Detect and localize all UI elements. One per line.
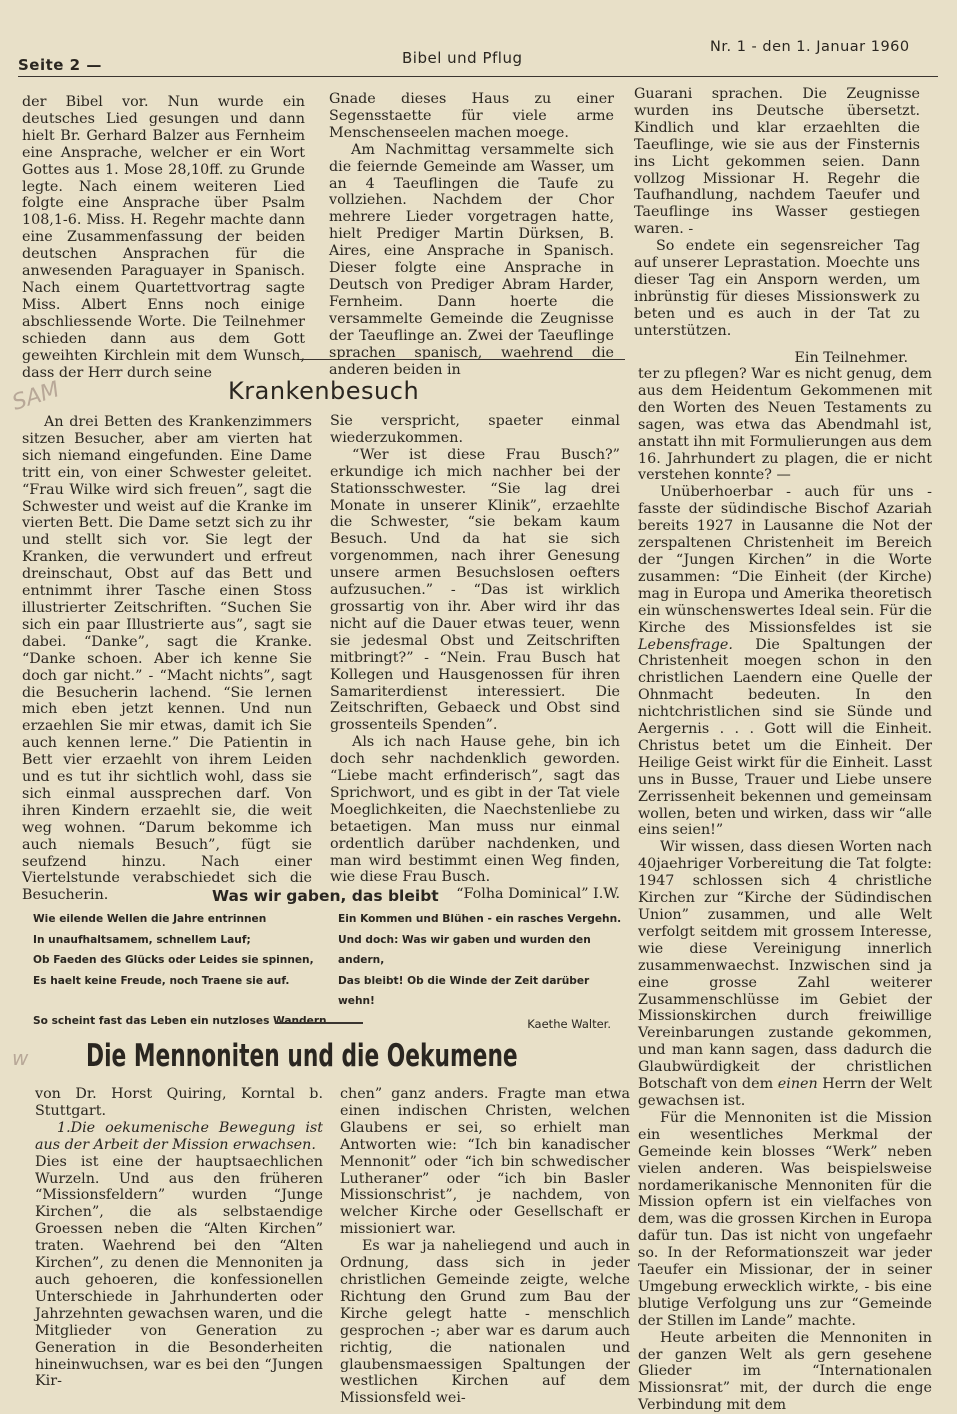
poem-line: Und doch: Was wir gaben und wurden den andern, (338, 933, 591, 966)
header-rule (18, 76, 938, 77)
paragraph: chen” ganz anders. Fragte man etwa einen indischen Christen, welchen Glaubens er sei, so erhielt man Antworten wie: “Ich bin kanadischer Mennonit” oder “ich bin schwedischer Lutheraner” oder “ich bin Basler Missionschrist”, je nachdem, von welcher Kirche oder Gesellschaft er missioniert war. (340, 1086, 630, 1238)
kranken-column-2 (330, 413, 620, 903)
pencil-mark: SAM (9, 377, 63, 416)
paragraph: An drei Betten des Krankenzimmers sitzen Besucher, aber am vierten hat sich niemand eingefunden. Eine Dame tritt ein, von einer Schwester geleitet. “Frau Wilke wird sich freuen”, sagt die Schwester und weist auf die Kranke im vierten Bett. Die Dame setzt sich zu ihr und stellt sich vor. Sie legt der Kranken, die verwundert und erfreut dreinschaut, Obst auf das Bett und entnimmt ihrer Tasche einen Stoss illustrierter Zeitschriften. “Suchen Sie sich ein paar Illustrierte aus”, sagt sie dabei. “Danke”, sagt die Kranke. “Danke schoen. Aber ich kenne Sie doch gar nicht.” - “Macht nichts”, sagt die Besucherin lachend. “Sie lernen mich eben jetzt kennen. Und nun erzaehlen Sie mir etwas, damit ich Sie auch kennen lerne.” Die Patientin in Bett vier erzaehlt von ihrem Leiden und es tut ihr sichtlich wohl, dass sie sich einmal aussprechen darf. Von ihren Kindern erzaehlt sie, die weit weg wohnen. “Darum bekomme ich auch niemals Besuch”, fügt sie seufzend hinzu. Nach einer Viertelstunde verabschiedet sich die Besucherin. (22, 414, 312, 904)
paragraph: der Bibel vor. Nun wurde ein deutsches Lied gesungen und dann hielt Br. Gerhard Balzer aus Fernheim eine Ansprache, welcher er ein Wort Gottes aus 1. Mose 28,10ff. zu Grunde legte. Nach einem weiteren Lied folgte eine Ansprache über Psalm 108,1-6. Miss. H. Regehr machte dann eine Zusammenfassung der beiden deutschen Ansprachen für die anwesenden Paraguayer in Spanisch. Nach einem Quartettvortrag sagte Miss. Albert Enns noch einige abschliessende Worte. Die Teilnehmer schieden dann aus dem Gott geweihten Kirchlein mit dem Wunsch, dass der Herr durch seine (22, 94, 305, 381)
paragraph: Gnade dieses Haus zu einer Segensstaette für viele arme Menschenseelen machen moege. (329, 91, 614, 141)
kranken-column-1 (22, 414, 312, 904)
article-title: Krankenbesuch (228, 377, 420, 405)
paragraph: Guarani sprachen. Die Zeugnisse wurden ins Deutsche übersetzt. Kindlich und klar erzaehlten die Taeuflinge, wie sie aus der Finsternis ins Licht gekommen seien. Dann vollzog Missionar H. Regehr die Taufhandlung, nachdem Taeufer und Taeuflinge ins Wasser gestiegen waren. - (634, 86, 920, 238)
section-rule (275, 1022, 363, 1024)
poem-line: Ob Faeden des Glücks oder Leides sie spinnen, (33, 954, 314, 966)
paragraph: Sie verspricht, spaeter einmal wiederzukommen. (330, 413, 620, 446)
poem-right (338, 909, 625, 1034)
newspaper-title: Bibel und Pflug (402, 49, 523, 67)
poem-line: Ein Kommen und Blühen - ein rasches Vergehn. (338, 913, 622, 925)
pencil-mark: w (12, 1046, 29, 1070)
poem-line: Es haelt keine Freude, noch Traene sie auf. (33, 974, 290, 987)
paragraph: Heute arbeiten die Mennoniten in der ganzen Welt als gern gesehene Glieder im “Internationalen Missionsrat” mit, der durch die enge Verbindung mit dem (638, 1329, 932, 1414)
right-column (638, 366, 932, 1414)
page-number: Seite 2 — (18, 56, 102, 74)
paragraph: Für die Mennoniten ist die Mission ein wesentliches Merkmal der Gemeinde kein blosses “Werk” neben vielen anderen. Was beispielsweise nordamerikanische Mennoniten für die Mission opfern ist ein vielfaches von dem, was die grossen Kirchen in Europa dafür tun. Das ist nicht von ungefaehr so. In der Reformationszeit war jeder Taeufer ein Missionar, der in seiner Umgebung erwecklich wirkte, - bis eine blutige Verfolgung uns zur “Gemeinde der Stillen im Lande” machte. (638, 1109, 932, 1329)
byline: von Dr. Horst Quiring, Korntal b. Stuttgart. (35, 1086, 323, 1119)
paragraph: So endete ein segensreicher Tag auf unserer Leprastation. Moechte uns dieser Tag ein Ansporn werden, um inbrünstig für dieses Missionswerk zu beten und es auch in der Tat zu unterstützen. (634, 238, 920, 339)
paragraph: ter zu pflegen? War es nicht genug, dem aus dem Heidentum Gekommenen mit den Worten des Neuen Testaments zu sagen, was etwa das Abendmahl ist, anstatt ihn mit Formulierungen aus dem 16. Jahrhundert zu plagen, die er nicht verstehen konnte? — (638, 366, 932, 484)
top-column-3 (634, 86, 920, 367)
poem-line: In unaufhaltsamem, schnellem Lauf; (33, 933, 251, 946)
paragraph: Es war ja naheliegend und auch in Ordnung, dass sich in jeder christlichen Gemeinde zeigte, welche Richtung den Grund zum Bau der Kirche gelegt hatte - menschlich gesprochen -; aber war es darum auch richtig, die nationalen und glaubensmaessigen Spaltungen der westlichen Kirchen auf dem Missionsfeld wei- (340, 1238, 630, 1407)
poem-line: So scheint fast das Leben ein nutzloses Wandern (33, 1015, 327, 1027)
paragraph: Am Nachmittag versammelte sich die feiernde Gemeinde am Wasser, um an 4 Taeuflingen die Taufe zu vollziehen. Nachdem der Chor mehrere Lieder vorgetragen hatte, hielt Prediger Martin Dürksen, B. Aires, eine Ansprache in Spanisch. Dieser folgte eine Ansprache in Deutsch von Prediger Abram Harder, Fernheim. Dann hoerte die versammelte Gemeinde die Zeugnisse der Taeuflinge an. Zwei der Taeuflinge sprachen spanisch, waehrend die anderen beiden in (329, 141, 614, 378)
section-rule (300, 359, 625, 360)
paragraph: 1.Die oekumenische Bewegung ist aus der Arbeit der Mission erwachsen. (35, 1119, 323, 1153)
oekumene-column-2 (340, 1086, 630, 1407)
poem-line: Wie eilende Wellen die Jahre entrinnen (33, 913, 267, 925)
poem-title: Was wir gaben, das bleibt (212, 887, 439, 905)
paragraph: Als ich nach Hause gehe, bin ich doch sehr nachdenklich geworden. “Liebe macht erfinderisch”, sagt das Sprichwort, und es gibt in der Tat viele Moeglichkeiten, die Naechstenliebe zu betaetigen. Man muss nur einmal ordentlich darüber nachdenken, und man wird bestimmt einen Weg finden, wie diese Frau Busch. (330, 734, 620, 886)
signature: Ein Teilnehmer. (794, 349, 908, 366)
poem-left (33, 909, 333, 1032)
source-credit: “Folha Dominical” I.W. (456, 886, 620, 903)
paragraph: Wir wissen, dass diesen Worten nach 40jaehriger Vorbereitung die Tat folgte: 1947 schlossen sich 4 christliche Kirchen zur “Kirche der Südindischen Union” zusammen, und alle Welt verfolgt seitdem mit grossem Interesse, wie diese Vereinigung innerlich zusammenwaechst. Inzwischen sind ja eine grosse Zahl weiterer Zusammenschlüsse im Gebiet der Missionskirchen durch freiwillige Vereinbarungen zustande gekommen, und man kann sagen, dass dadurch die Glaubwürdigkeit der christlichen Botschaft von dem einen Herrn der Welt gewachsen ist. (638, 839, 932, 1109)
issue-date: Nr. 1 - den 1. Januar 1960 (710, 39, 910, 55)
top-column-2 (329, 91, 614, 378)
paragraph: “Wer ist diese Frau Busch?” erkundige ich mich nachher bei der Stationsschwester. “Sie lag drei Monate in unserer Klinik”, erzaehlte die Schwester, “sie bekam kaum Besuch. Und da hat sie sich vorgenommen, nach ihrer Genesung unsere armen Besuchslosen oefters aufzusuchen.” - “Das ist wirklich grossartig von ihr. Aber wird ihr das nicht auf die Dauer etwas teuer, wenn sie jedesmal Obst und Zeitschriften mitbringt?” - “Nein. Frau Busch hat Kollegen und Hausgenossen für ihren Samariterdienst interessiert. Die Zeitschriften, Gebaeck und Obst sind grossenteils Spenden”. (330, 446, 620, 734)
poem-line: Das bleibt! Ob die Winde der Zeit darüber wehn! (338, 974, 590, 1007)
paragraph: Dies ist eine der hauptsaechlichen Wurzeln. Und aus den früheren “Missionsfeldern” wurden “Junge Kirchen”, die als selbstaendige Groessen neben die “Alten Kirchen” traten. Waehrend bei den “Alten Kirchen”, zu denen die Mennoniten ja auch gehoeren, die konfessionellen Unterschiede in Jahrhunderten oder Jahrzehnten gewachsen waren, und die Mitglieder von Generation zu Generation in die Besonderheiten hineinwuchsen, war es bei den “Jungen Kir- (35, 1153, 323, 1390)
top-column-1 (22, 94, 305, 381)
oekumene-column-1 (35, 1086, 323, 1390)
poem-author: Kaethe Walter. (527, 1016, 611, 1031)
article-title: Die Mennoniten und die Oekumene (86, 1038, 518, 1074)
paragraph: Unüberhoerbar - auch für uns - fasste der südindische Bischof Azariah bereits 1927 in Lausanne die Not der zerspaltenen Christenheit im Bereich der “Jungen Kirchen” in die Worte zusammen: “Die Einheit (der Kirche) mag in Europa und Amerika theoretisch ein wünschenswertes Ideal sein. Für die Kirche des Missionsfeldes ist sie Lebensfrage. Die Spaltungen der Christenheit moegen schon in den christlichen Laendern eine Quelle der Ohnmacht bedeuten. In den nichtchristlichen sind sie Sünde und Aergernis . . . Gott will die Einheit. Christus betet um die Einheit. Der Heilige Geist wirkt für die Einheit. Lasst uns in Busse, Trauer und Liebe unsere Zerrissenheit bekennen und gemeinsam wollen, beten und wirken, dass wir “alle eins seien!” (638, 484, 932, 839)
